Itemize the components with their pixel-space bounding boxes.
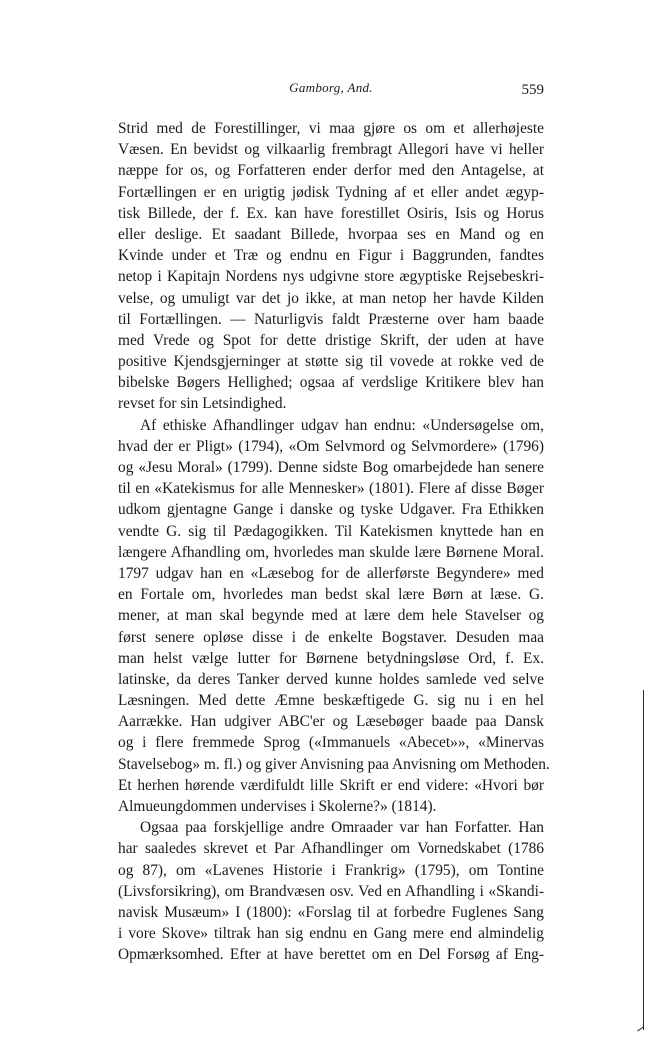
running-head: Gamborg, And. bbox=[289, 80, 373, 95]
text-line: Stavelsebog» m. fl.) og giver Anvisning paa Anvisning om Methoden. bbox=[118, 755, 550, 773]
text-line: til en «Katekismus for alle Mennesker» (1801). Flere af disse Bøger bbox=[118, 480, 544, 498]
text-line: udkom gjentagne Gange i danske og tyske Udgaver. Fra Ethikken bbox=[118, 501, 544, 519]
text-line: Fortællingen er en urigtig jødisk Tydning af et eller andet ægyp- bbox=[118, 183, 544, 201]
text-line: og i flere fremmede Sprog («Immanuels «Abecet»», «Minervas bbox=[118, 734, 544, 752]
page-header bbox=[118, 80, 544, 104]
text-line: 1797 udgav han en «Læsebog for de allerførste Begyndere» med bbox=[118, 564, 544, 582]
text-line: Kvinde under et Træ og endnu en Figur i Baggrunden, fandtes bbox=[118, 247, 544, 265]
text-line: Læsningen. Med dette Æmne beskæftigede G. sig nu i en hel bbox=[118, 692, 544, 710]
text-line: netop i Kapitajn Nordens nys udgivne store ægyptiske Rejsebeskri- bbox=[118, 268, 544, 286]
text-line: længere Afhandling om, hvorledes man skulde lære Børnene Moral. bbox=[118, 543, 544, 561]
text-line: eller deslige. Et saadant Billede, hvorpaa ses en Mand og en bbox=[118, 225, 544, 243]
text-line: velse, og umuligt var det jo ikke, at man netop her havde Kilden bbox=[118, 289, 544, 307]
text-line: og 87), om «Lavenes Historie i Frankrig» (1795), om Tontine bbox=[118, 861, 544, 879]
text-line: hvad der er Pligt» (1794), «Om Selvmord og Selvmordere» (1796) bbox=[118, 437, 544, 455]
text-line: Et herhen hørende værdifuldt lille Skrift er end videre: «Hvori bør bbox=[118, 776, 544, 794]
text-line: bibelske Bøgers Hellighed; ogsaa af verdslige Kritikere blev han bbox=[118, 374, 544, 392]
text-line: i vore Skove» tiltrak han sig endnu en Gang mere end almindelig bbox=[118, 925, 544, 943]
paragraph-end-line: Almueungdommen undervises i Skolerne?» (1814). bbox=[118, 798, 437, 815]
paragraph-start-line: Ogsaa paa forskjellige andre Omraader var han Forfatter. Han bbox=[140, 819, 544, 837]
text-line: med Vrede og Spot for dette dristige Skrift, der uden at have bbox=[118, 331, 544, 349]
page-number: 559 bbox=[521, 82, 544, 98]
text-line: har saaledes skrevet et Par Afhandlinger om Vornedskabet (1786 bbox=[118, 840, 544, 858]
text-line: mener, at man skal begynde med at lære dem hele Stavelser og bbox=[118, 607, 544, 625]
paragraph-start-line: Af ethiske Afhandlinger udgav han endnu: «Undersøgelse om, bbox=[140, 416, 544, 434]
text-line: Opmærksomhed. Efter at have berettet om en Del Forsøg af Eng- bbox=[118, 946, 544, 964]
text-line: vendte G. sig til Pædagogikken. Til Katekismen knyttede han en bbox=[118, 522, 544, 540]
text-line: og «Jesu Moral» (1799). Denne sidste Bog omarbejdede han senere bbox=[118, 459, 544, 476]
page-edge-line bbox=[643, 690, 644, 1030]
text-line: næppe for os, og Forfatteren ender derfor med den Antagelse, at bbox=[118, 162, 544, 180]
text-line: navisk Musæum» I (1800): «Forslag til at forbedre Fuglenes Sang bbox=[118, 903, 544, 921]
text-line: først senere opløse disse i de enkelte Bogstaver. Desuden maa bbox=[118, 628, 544, 646]
text-line: til Fortællingen. — Naturligvis faldt Præsterne over ham baade bbox=[118, 310, 544, 328]
text-line: Aarrække. Han udgiver ABC'er og Læsebøger baade paa Dansk bbox=[118, 713, 544, 731]
text-line: man helst vælge lutter for Børnene betydningsløse Ord, f. Ex. bbox=[118, 649, 544, 667]
text-line: latinske, da deres Tanker derved kunne holdes samlede ved selve bbox=[118, 670, 544, 688]
body-text bbox=[118, 118, 550, 966]
text-line: en Fortale om, hvorledes man bedst skal lære Børn at læse. G. bbox=[118, 586, 544, 604]
text-line: positive Kjendsgjerninger at støtte sig til vovede at rokke ved de bbox=[118, 353, 544, 371]
text-line: (Livsforsikring), om Brandvæsen osv. Ved en Afhandling i «Skandi- bbox=[118, 882, 544, 900]
paragraph-end-line: revset for sin Letsindighed. bbox=[118, 395, 287, 413]
text-line: Væsen. En bevidst og vilkaarlig frembragt Allegori have vi heller bbox=[118, 141, 544, 159]
text-line: Strid med de Forestillinger, vi maa gjøre os om et allerhøjeste bbox=[118, 120, 544, 137]
text-line: tisk Billede, der f. Ex. kan have forestillet Osiris, Isis og Horus bbox=[118, 204, 544, 222]
